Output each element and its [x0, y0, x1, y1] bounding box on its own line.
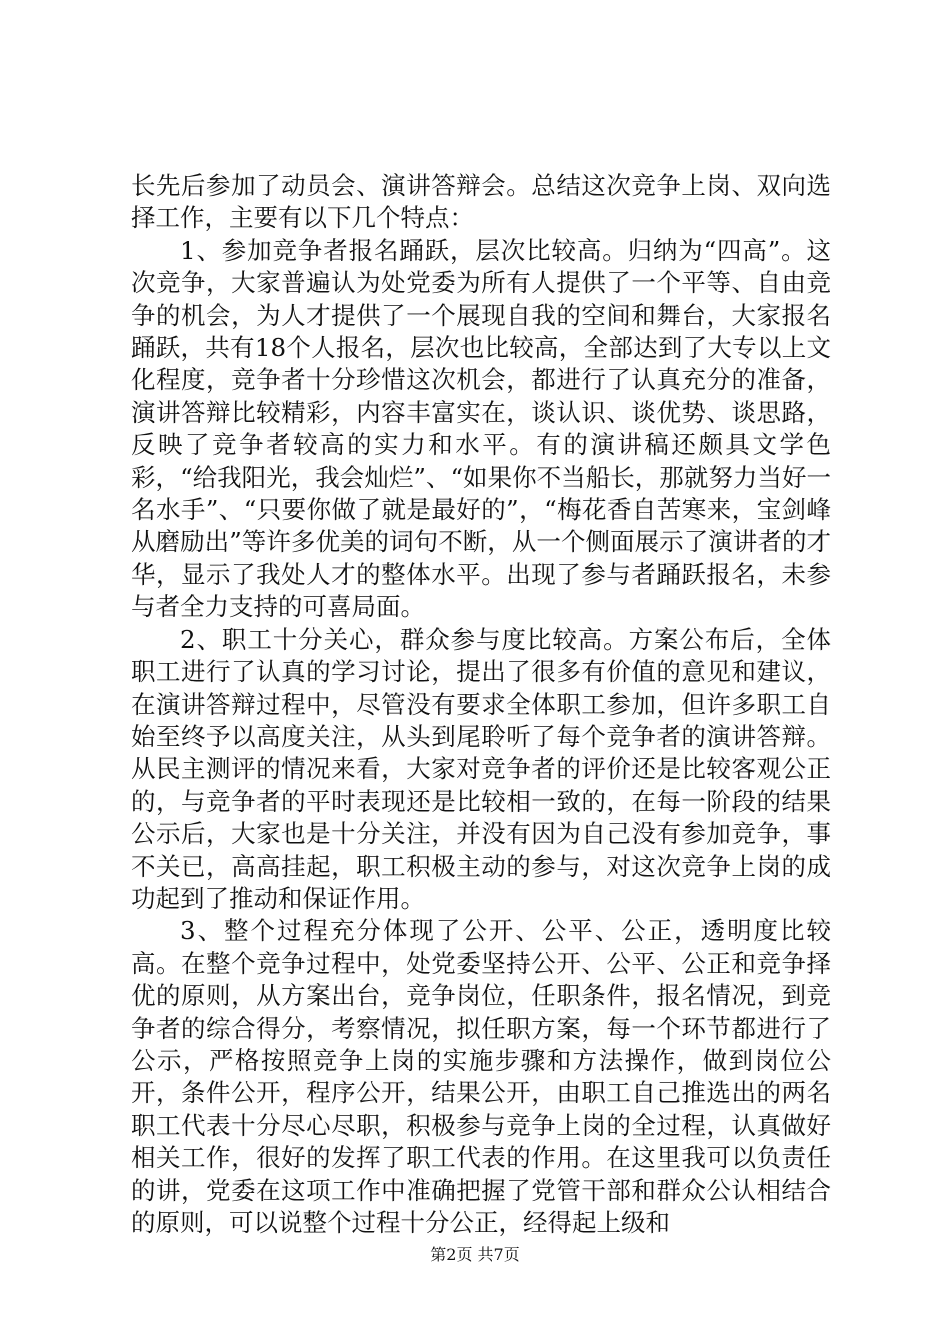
document-body	[131, 170, 831, 1239]
page-footer	[0, 1244, 950, 1266]
paragraph-point-2: 2、职工十分关心，群众参与度比较高。方案公布后，全体职工进行了认真的学习讨论，提出了很多有价值的意见和建议，在演讲答辩过程中，尽管没有要求全体职工参加，但许多职工自始至终予以高度关注，从头到尾聆听了每个竞争者的演讲答辩。从民主测评的情况来看，大家对竞争者的评价还是比较客观公正的，与竞争者的平时表现还是比较相一致的，在每一阶段的结果公示后，大家也是十分关注，并没有因为自己没有参加竞争，事不关已，高高挂起，职工积极主动的参与，对这次竞争上岗的成功起到了推动和保证作用。	[131, 624, 831, 913]
paragraph-continuation: 长先后参加了动员会、演讲答辩会。总结这次竞争上岗、双向选择工作，主要有以下几个特点：	[131, 171, 831, 233]
page-number-label: 第2页 共7页	[430, 1245, 520, 1264]
paragraph-point-3: 3、整个过程充分体现了公开、公平、公正，透明度比较高。在整个竞争过程中，处党委坚持公开、公平、公正和竞争择优的原则，从方案出台，竞争岗位，任职条件，报名情况，到竞争者的综合得分，考察情况，拟任职方案，每一个环节都进行了公示，严格按照竞争上岗的实施步骤和方法操作，做到岗位公开，条件公开，程序公开，结果公开，由职工自己推选出的两名职工代表十分尽心尽职，积极参与竞争上岗的全过程，认真做好相关工作，很好的发挥了职工代表的作用。在这里我可以负责任的讲，党委在这项工作中准确把握了党管干部和群众公认相结合的原则，可以说整个过程十分公正，经得起上级和	[131, 916, 831, 1237]
paragraph-point-1: 1、参加竞争者报名踊跃，层次比较高。归纳为“四高”。这次竞争，大家普遍认为处党委为所有人提供了一个平等、自由竞争的机会，为人才提供了一个展现自我的空间和舞台，大家报名踊跃，共有18个人报名，层次也比较高，全部达到了大专以上文化程度，竞争者十分珍惜这次机会，都进行了认真充分的准备，演讲答辩比较精彩，内容丰富实在，谈认识、谈优势、谈思路，反映了竞争者较高的实力和水平。有的演讲稿还颇具文学色彩，“给我阳光，我会灿烂”、“如果你不当船长，那就努力当好一名水手”、“只要你做了就是最好的”，“梅花香自苦寒来，宝剑峰从磨励出”等许多优美的词句不断，从一个侧面展示了演讲者的才华，显示了我处人才的整体水平。出现了参与者踊跃报名，未参与者全力支持的可喜局面。	[131, 235, 831, 622]
